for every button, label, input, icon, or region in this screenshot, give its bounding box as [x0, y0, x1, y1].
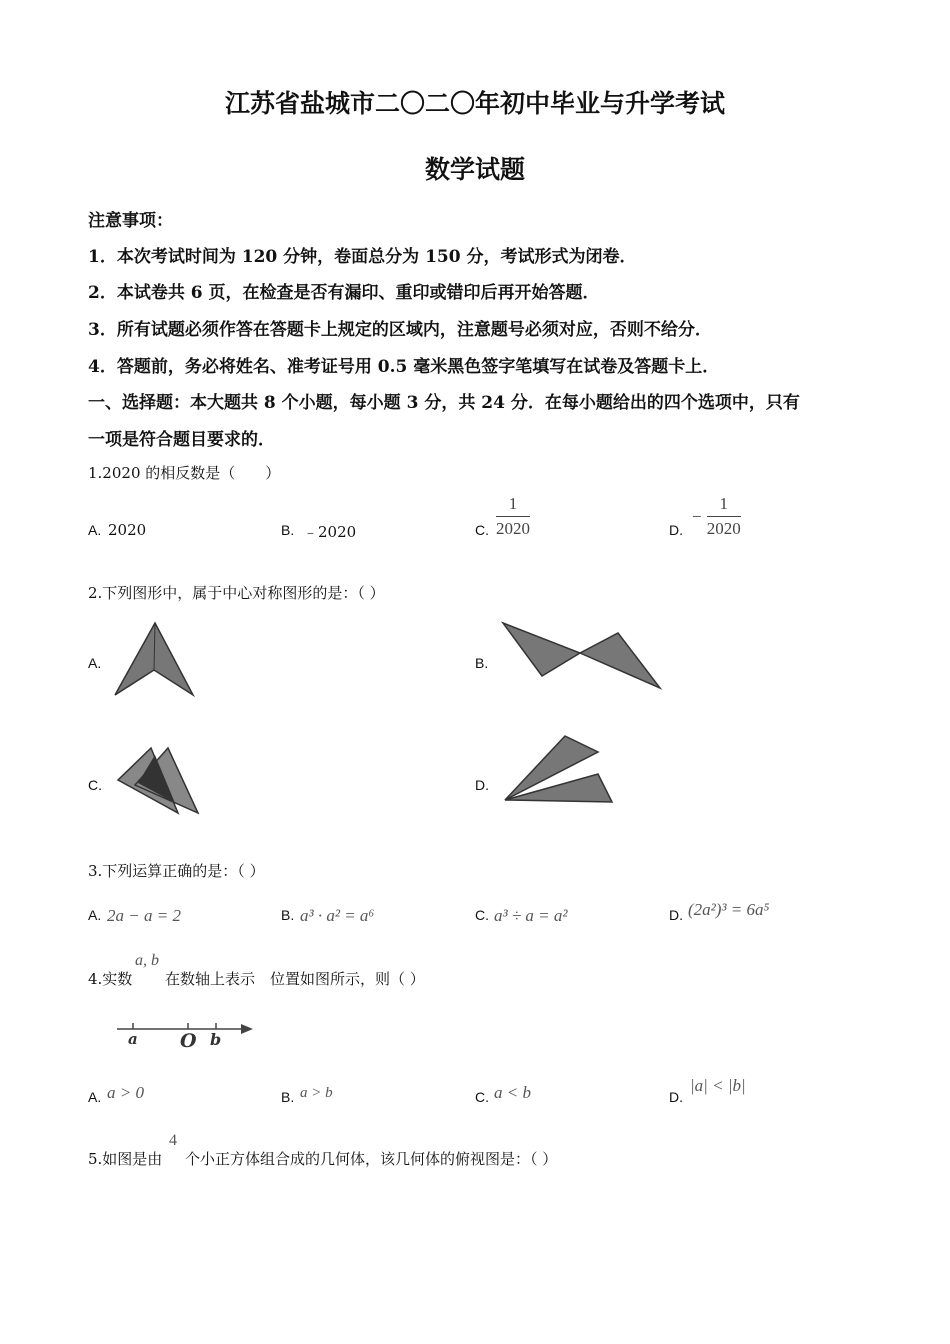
q4-option-b-label: B.: [281, 1089, 295, 1105]
notice-heading: 注意事项：: [88, 211, 173, 231]
q1-option-a: 2020: [108, 521, 147, 539]
q3-option-c: a³ ÷ a = a²: [494, 906, 568, 925]
q4-axis-label-o: O: [180, 1030, 197, 1052]
q4-stem-variables: a, b: [135, 952, 159, 969]
q3-option-d-label: D.: [669, 907, 683, 923]
q2-figure-c: [113, 745, 203, 817]
q1-option-c-fraction: [496, 494, 530, 539]
notice-item-4: 4．答题前，务必将姓名、准考证号用 0.5 毫米黑色签字笔填写在试卷及答题卡上．: [88, 357, 720, 377]
q3-option-b: a³ · a² = a⁶: [300, 906, 375, 925]
q4-option-c-label: C.: [475, 1089, 489, 1105]
q1-option-c-denominator: 2020: [496, 519, 530, 538]
q4-option-c: a < b: [494, 1083, 531, 1102]
q4-stem-prefix: 4.实数: [88, 970, 133, 988]
q3-option-d: (2a²)³ = 6a⁵: [688, 900, 770, 919]
notice-item-1: 1．本次考试时间为 120 分钟，卷面总分为 150 分，考试形式为闭卷．: [88, 247, 637, 267]
q4-axis-label-b: b: [210, 1030, 222, 1049]
q4-option-a-label: A.: [88, 1089, 102, 1105]
q2-option-d-label: D.: [475, 777, 489, 793]
q2-option-c-label: C.: [88, 777, 102, 793]
q1-stem: 1.2020 的相反数是（ ）: [88, 464, 281, 482]
q1-option-d-fraction: [692, 494, 741, 539]
q2-figure-a: [110, 620, 200, 700]
q1-option-d-numerator: 1: [707, 494, 741, 517]
q1-option-d-sign: −: [692, 506, 702, 526]
q1-option-c-numerator: 1: [496, 494, 530, 517]
q2-option-b-label: B.: [475, 655, 489, 671]
q1-option-d-label: D.: [669, 522, 683, 538]
q3-option-a: 2a − a = 2: [107, 906, 181, 925]
q1-option-b-label: B.: [281, 522, 295, 538]
q1-option-c-label: C.: [475, 522, 489, 538]
q5-stem-suffix: 个小正方体组合成的几何体，该几何体的俯视图是：（ ）: [185, 1150, 558, 1168]
q3-stem: 3.下列运算正确的是：（ ）: [88, 862, 265, 880]
section-heading-line1: 一、选择题：本大题共 8 个小题，每小题 3 分，共 24 分．在每小题给出的四个选项中，只有: [88, 393, 800, 413]
q2-figure-b: [498, 618, 668, 690]
q4-stem-suffix: 在数轴上表示 位置如图所示，则（ ）: [165, 970, 425, 988]
notice-item-3: 3．所有试题必须作答在答题卡上规定的区域内，注意题号必须对应，否则不给分．: [88, 320, 712, 340]
q3-option-a-label: A.: [88, 907, 102, 923]
q2-stem: 2.下列图形中，属于中心对称图形的是：（ ）: [88, 584, 385, 602]
q3-option-c-label: C.: [475, 907, 489, 923]
q1-option-d-denominator: 2020: [706, 519, 741, 538]
q2-figure-d: [500, 732, 620, 807]
q4-option-b: a > b: [300, 1085, 333, 1101]
exam-subtitle: 数学试题: [424, 155, 525, 184]
q2-option-a-label: A.: [88, 655, 102, 671]
section-heading-line2: 一项是符合题目要求的．: [88, 430, 275, 450]
q4-option-d: |a| < |b|: [690, 1076, 746, 1095]
q1-option-a-label: A.: [88, 522, 102, 538]
q5-stem-prefix: 5.如图是由: [88, 1150, 163, 1168]
q4-axis-label-a: a: [128, 1030, 138, 1048]
notice-item-2: 2．本试卷共 6 页，在检查是否有漏印、重印或错印后再开始答题．: [88, 283, 600, 303]
exam-title: 江苏省盐城市二〇二〇年初中毕业与升学考试: [224, 89, 725, 118]
q3-option-b-label: B.: [281, 907, 295, 923]
q5-stem-number: 4: [169, 1132, 177, 1149]
q1-option-b: ﹣2020: [303, 523, 357, 541]
q4-option-d-label: D.: [669, 1089, 683, 1105]
q4-option-a: a > 0: [107, 1083, 144, 1102]
